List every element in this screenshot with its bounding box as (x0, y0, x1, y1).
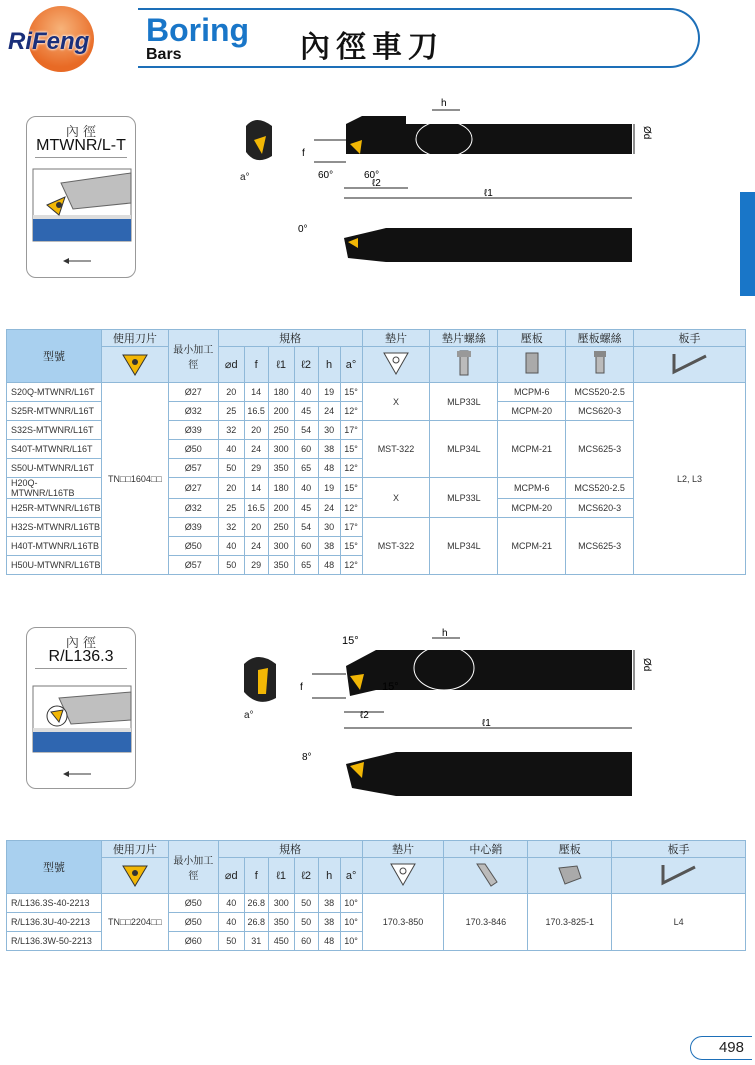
cell-a: 17° (340, 518, 362, 537)
boring-bar-drawing-2 (236, 628, 652, 800)
cell-l1: 350 (268, 913, 294, 932)
cell-a: 12° (340, 459, 362, 478)
cell-l1: 250 (268, 518, 294, 537)
cell-a: 15° (340, 440, 362, 459)
cell-d: 40 (218, 440, 244, 459)
cell-d: 40 (218, 894, 244, 913)
sub-l1: ℓ1 (268, 858, 294, 894)
cell-h: 38 (318, 537, 340, 556)
wrench-icon (634, 347, 746, 383)
cell-clamp-screw: MCS620-3 (566, 499, 634, 518)
cell-clamp: MCPM-6 (498, 383, 566, 402)
cell-f: 20 (244, 421, 268, 440)
cell-h: 38 (318, 913, 340, 932)
hdr-spec: 規格 (218, 841, 362, 858)
table-row: R/L136.3S-40-2213 (7, 894, 102, 913)
cell-dmin: Ø50 (168, 913, 218, 932)
sub-l1: ℓ1 (268, 347, 294, 383)
cell-wrench: L2, L3 (634, 383, 746, 575)
wrench-icon (612, 858, 746, 894)
cell-clamp: MCPM-20 (498, 499, 566, 518)
hdr-min-bore: 最小加工徑 (168, 841, 218, 894)
cell-l2: 50 (294, 894, 318, 913)
cell-l2: 60 (294, 440, 318, 459)
cell-d: 50 (218, 556, 244, 575)
hdr-wrench: 板手 (634, 330, 746, 347)
cell-clamp-screw: MCS520-2.5 (566, 478, 634, 499)
cell-f: 26.8 (244, 913, 268, 932)
cell-clamp-screw: MCS625-3 (566, 421, 634, 478)
cell-dmin: Ø39 (168, 421, 218, 440)
cell-f: 14 (244, 383, 268, 402)
table-row: R/L136.3U-40-2213 (7, 913, 102, 932)
table-row: H20Q-MTWNR/L16TB (7, 478, 102, 499)
sub-l2: ℓ2 (294, 347, 318, 383)
hdr-insert: 使用刀片 (101, 841, 168, 858)
shim-triangle-icon (362, 347, 430, 383)
cell-f: 20 (244, 518, 268, 537)
cell-shim-screw: MLP33L (430, 478, 498, 518)
cell-shim: MST-322 (362, 421, 430, 478)
cell-l1: 300 (268, 537, 294, 556)
cell-h: 48 (318, 459, 340, 478)
cell-h: 24 (318, 402, 340, 421)
insert-triangle-icon (101, 858, 168, 894)
hdr-clamp: 壓板 (528, 841, 612, 858)
cell-l2: 45 (294, 499, 318, 518)
cell-dmin: Ø50 (168, 440, 218, 459)
hdr-model: 型號 (7, 330, 102, 383)
cell-l1: 450 (268, 932, 294, 951)
cell-f: 29 (244, 459, 268, 478)
cell-dmin: Ø27 (168, 478, 218, 499)
clamp-icon (528, 858, 612, 894)
cell-h: 30 (318, 518, 340, 537)
cell-h: 19 (318, 383, 340, 402)
cell-a: 12° (340, 499, 362, 518)
clamp-icon (498, 347, 566, 383)
sub-d: ⌀d (218, 347, 244, 383)
sub-f: f (244, 858, 268, 894)
cell-f: 24 (244, 440, 268, 459)
cell-l1: 300 (268, 894, 294, 913)
cell-dmin: Ø27 (168, 383, 218, 402)
product-card-mtwnr (26, 116, 136, 278)
insert-side-view-icon (246, 120, 272, 160)
cell-f: 31 (244, 932, 268, 951)
cell-d: 50 (218, 932, 244, 951)
hdr-shim-screw: 墊片螺絲 (430, 330, 498, 347)
table-row: S40T-MTWNR/L16T (7, 440, 102, 459)
cell-clamp: MCPM-6 (498, 478, 566, 499)
cell-d: 40 (218, 913, 244, 932)
label-angle1: 15° (342, 635, 359, 647)
cell-shim: X (362, 383, 430, 421)
sub-h: h (318, 858, 340, 894)
shim-screw-icon (430, 347, 498, 383)
product-card-r136 (26, 627, 136, 789)
hdr-insert: 使用刀片 (101, 330, 168, 347)
cell-h: 48 (318, 556, 340, 575)
sub-l2: ℓ2 (294, 858, 318, 894)
cell-clamp: MCPM-20 (498, 402, 566, 421)
cell-f: 26.8 (244, 894, 268, 913)
insert-code: TN□□1604□□ (101, 383, 168, 575)
cell-clamp: MCPM-21 (498, 421, 566, 478)
sub-a: a° (340, 858, 362, 894)
cell-a: 15° (340, 383, 362, 402)
card-caption: 內 徑 (65, 125, 97, 140)
cell-f: 24 (244, 537, 268, 556)
table-row: S20Q-MTWNR/L16T (7, 383, 102, 402)
cell-clamp-screw: MCS625-3 (566, 518, 634, 575)
label-l1: ℓ1 (482, 718, 491, 729)
hdr-spec: 規格 (218, 330, 362, 347)
feed-arrow-icon (63, 770, 93, 778)
cell-d: 25 (218, 499, 244, 518)
cell-l2: 50 (294, 913, 318, 932)
cell-wrench: L4 (612, 894, 746, 951)
shim-triangle-icon (362, 858, 444, 894)
label-d: Ød (641, 126, 652, 140)
cell-dmin: Ø57 (168, 459, 218, 478)
cell-l2: 40 (294, 478, 318, 499)
cell-dmin: Ø60 (168, 932, 218, 951)
brand-name: RiFeng (8, 28, 90, 55)
cell-shim: MST-322 (362, 518, 430, 575)
hdr-min-bore: 最小加工徑 (168, 330, 218, 383)
cell-l2: 60 (294, 932, 318, 951)
cell-f: 16.5 (244, 402, 268, 421)
card-code: R/L136.3 (48, 648, 114, 665)
cell-dmin: Ø32 (168, 499, 218, 518)
insert-side-view-icon (244, 657, 276, 702)
center-pin-icon (444, 858, 528, 894)
cell-l2: 54 (294, 421, 318, 440)
title-zh: 內徑車刀 (300, 30, 444, 65)
boring-bar-drawing-1 (236, 96, 652, 272)
cell-a: 10° (340, 913, 362, 932)
sub-h: h (318, 347, 340, 383)
cell-h: 48 (318, 932, 340, 951)
sub-f: f (244, 347, 268, 383)
clamp-screw-icon (566, 347, 634, 383)
label-a: a° (240, 172, 250, 183)
cell-dmin: Ø50 (168, 537, 218, 556)
cell-l2: 40 (294, 383, 318, 402)
brand-logo (8, 6, 108, 76)
label-zero: 0° (298, 224, 308, 235)
cell-l2: 54 (294, 518, 318, 537)
cell-a: 12° (340, 402, 362, 421)
cell-d: 32 (218, 518, 244, 537)
hdr-shim: 墊片 (362, 841, 444, 858)
card-caption: 內 徑 (65, 636, 97, 651)
cell-l1: 300 (268, 440, 294, 459)
cell-shim-screw: MLP34L (430, 421, 498, 478)
table-row: H25R-MTWNR/L16TB (7, 499, 102, 518)
table-row: H40T-MTWNR/L16TB (7, 537, 102, 556)
insert-code: TN□□2204□□ (101, 894, 168, 951)
feed-arrow-icon (63, 257, 93, 265)
hdr-clamp: 壓板 (498, 330, 566, 347)
cell-dmin: Ø39 (168, 518, 218, 537)
hdr-wrench: 板手 (612, 841, 746, 858)
cell-l1: 250 (268, 421, 294, 440)
table-row: H50U-MTWNR/L16TB (7, 556, 102, 575)
cell-clamp-screw: MCS520-2.5 (566, 383, 634, 402)
cell-l1: 180 (268, 383, 294, 402)
cell-l1: 200 (268, 499, 294, 518)
cell-l2: 65 (294, 459, 318, 478)
cell-l1: 200 (268, 402, 294, 421)
cell-d: 32 (218, 421, 244, 440)
cell-shim-screw: MLP33L (430, 383, 498, 421)
page-number: 498 (690, 1036, 752, 1060)
hdr-clamp-screw: 壓板螺絲 (566, 330, 634, 347)
label-f: f (302, 148, 305, 159)
table-row: H32S-MTWNR/L16TB (7, 518, 102, 537)
cell-f: 16.5 (244, 499, 268, 518)
label-f: f (300, 682, 303, 693)
cell-a: 12° (340, 556, 362, 575)
cell-h: 30 (318, 421, 340, 440)
hdr-shim: 墊片 (362, 330, 430, 347)
title-subtitle: Bars (146, 46, 182, 63)
insert-triangle-icon (101, 347, 168, 383)
label-h: h (441, 98, 447, 109)
label-eight: 8° (302, 752, 312, 763)
cell-d: 20 (218, 478, 244, 499)
cell-l1: 180 (268, 478, 294, 499)
cell-clamp: 170.3-825-1 (528, 894, 612, 951)
label-d: Ød (641, 658, 652, 672)
cell-dmin: Ø50 (168, 894, 218, 913)
cell-a: 10° (340, 932, 362, 951)
cell-l2: 45 (294, 402, 318, 421)
label-angle1: 60° (318, 170, 334, 181)
section-side-tab (740, 192, 755, 296)
cell-center-pin: 170.3-846 (444, 894, 528, 951)
table-row: S25R-MTWNR/L16T (7, 402, 102, 421)
label-angle2: 60° (364, 170, 380, 181)
cell-d: 20 (218, 383, 244, 402)
label-angle2: 15° (382, 681, 399, 693)
cell-a: 15° (340, 478, 362, 499)
table-row: R/L136.3W-50-2213 (7, 932, 102, 951)
cell-dmin: Ø57 (168, 556, 218, 575)
cell-a: 10° (340, 894, 362, 913)
cell-a: 17° (340, 421, 362, 440)
cell-f: 14 (244, 478, 268, 499)
table-row: S50U-MTWNR/L16T (7, 459, 102, 478)
label-h: h (442, 628, 448, 639)
label-l2: ℓ2 (372, 178, 381, 189)
cell-l2: 60 (294, 537, 318, 556)
cell-h: 24 (318, 499, 340, 518)
label-l2: ℓ2 (360, 710, 369, 721)
hdr-model: 型號 (7, 841, 102, 894)
cell-a: 15° (340, 537, 362, 556)
cell-d: 50 (218, 459, 244, 478)
cell-h: 19 (318, 478, 340, 499)
cell-l1: 350 (268, 556, 294, 575)
cell-d: 40 (218, 537, 244, 556)
spec-table-r136 (6, 840, 746, 951)
label-l1: ℓ1 (484, 188, 493, 199)
cell-h: 38 (318, 894, 340, 913)
cell-f: 29 (244, 556, 268, 575)
cell-shim: 170.3-850 (362, 894, 444, 951)
cell-d: 25 (218, 402, 244, 421)
cell-l1: 350 (268, 459, 294, 478)
bore-illustration-icon (33, 169, 131, 241)
title-en: Boring (146, 12, 250, 48)
sub-a: a° (340, 347, 362, 383)
bore-illustration-icon (33, 686, 131, 752)
label-a: a° (244, 710, 254, 721)
sub-d: ⌀d (218, 858, 244, 894)
cell-l2: 65 (294, 556, 318, 575)
cell-clamp-screw: MCS620-3 (566, 402, 634, 421)
cell-clamp: MCPM-21 (498, 518, 566, 575)
cell-dmin: Ø32 (168, 402, 218, 421)
table-row: S32S-MTWNR/L16T (7, 421, 102, 440)
spec-table-mtwnr (6, 329, 746, 575)
card-code: MTWNR/L-T (36, 137, 126, 154)
hdr-center-pin: 中心銷 (444, 841, 528, 858)
cell-shim-screw: MLP34L (430, 518, 498, 575)
cell-h: 38 (318, 440, 340, 459)
cell-shim: X (362, 478, 430, 518)
